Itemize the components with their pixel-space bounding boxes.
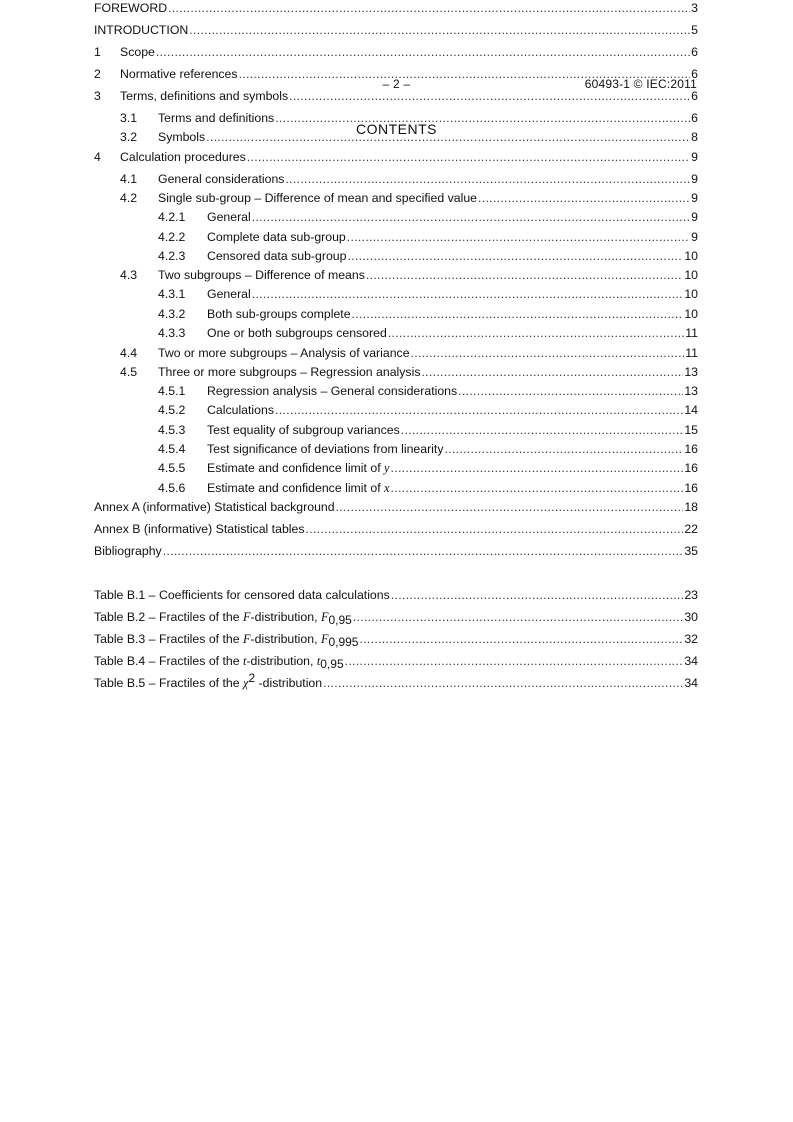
toc-entry-page: 16 bbox=[684, 461, 698, 475]
dot-leader bbox=[247, 149, 690, 165]
toc-entry-number: 4.3.1 bbox=[158, 287, 186, 301]
dot-leader bbox=[388, 325, 684, 341]
toc-entry[interactable] bbox=[94, 88, 698, 104]
table-list-entry[interactable] bbox=[94, 653, 698, 669]
toc-entry-title-text: Three or more subgroups – Regression analysis bbox=[158, 365, 421, 379]
toc-entry[interactable] bbox=[94, 325, 698, 341]
toc-entry-title bbox=[94, 499, 335, 515]
toc-entry-number: 4.3.2 bbox=[158, 307, 186, 321]
document-reference: 60493-1 © IEC:2011 bbox=[584, 77, 697, 91]
dot-leader bbox=[206, 129, 690, 145]
table-list-page: 30 bbox=[684, 610, 698, 624]
dot-leader bbox=[391, 460, 684, 476]
math-symbol: F bbox=[320, 632, 329, 646]
toc-entry-title bbox=[207, 286, 251, 302]
toc-entry-title bbox=[158, 171, 284, 187]
toc-entry[interactable] bbox=[94, 22, 698, 38]
toc-entry[interactable] bbox=[94, 66, 698, 82]
dot-leader bbox=[458, 383, 683, 399]
dot-leader bbox=[352, 306, 684, 322]
dot-leader bbox=[478, 190, 690, 206]
toc-entry[interactable] bbox=[94, 402, 698, 418]
toc-entry-page: 10 bbox=[684, 249, 698, 263]
toc-entry[interactable] bbox=[94, 441, 698, 457]
toc-entry-title-text: Terms, definitions and symbols bbox=[120, 89, 289, 103]
dot-leader bbox=[359, 631, 683, 647]
toc-entry[interactable] bbox=[94, 110, 698, 126]
dot-leader bbox=[421, 364, 683, 380]
toc-entry-page: 11 bbox=[685, 326, 698, 340]
toc-entry-number: 3.2 bbox=[120, 130, 138, 144]
toc-entry-title bbox=[207, 325, 387, 341]
table-list-title-text: Table B.4 – Fractiles of the bbox=[94, 654, 240, 668]
toc-entry-number: 4.5.6 bbox=[158, 481, 186, 495]
math-variable: F bbox=[243, 610, 251, 624]
toc-entry-page: 16 bbox=[684, 442, 698, 456]
toc-entry-number: 4.2.3 bbox=[158, 249, 186, 263]
dot-leader bbox=[336, 499, 684, 515]
dot-leader bbox=[444, 441, 683, 457]
toc-entry-title bbox=[94, 22, 188, 38]
toc-entry-title bbox=[207, 441, 443, 457]
toc-entry-page: 16 bbox=[684, 481, 698, 495]
dot-leader bbox=[156, 44, 690, 60]
toc-entry-title bbox=[158, 190, 477, 206]
toc-entry-page: 8 bbox=[691, 130, 698, 144]
table-list-title-suffix: -distribution, bbox=[250, 610, 318, 624]
toc-entry[interactable] bbox=[94, 44, 698, 60]
toc-entry-page: 6 bbox=[691, 111, 698, 125]
toc-entry-page: 6 bbox=[691, 67, 698, 81]
table-list-entry[interactable] bbox=[94, 609, 698, 625]
toc-entry[interactable] bbox=[94, 190, 698, 206]
toc-entry[interactable] bbox=[94, 460, 698, 476]
toc-entry-title bbox=[158, 364, 420, 380]
table-list-title-suffix: -distribution, bbox=[246, 654, 314, 668]
dot-leader bbox=[401, 422, 684, 438]
toc-entry-number: 4.5.5 bbox=[158, 461, 186, 475]
toc-entry-title-text: General bbox=[207, 210, 251, 224]
dot-leader bbox=[366, 267, 683, 283]
toc-entry-number: 4.3.3 bbox=[158, 326, 186, 340]
toc-entry-number: 4.4 bbox=[120, 346, 138, 360]
table-list-entry[interactable] bbox=[94, 631, 698, 647]
table-list-title bbox=[94, 671, 323, 691]
dot-leader bbox=[168, 0, 690, 16]
toc-entry-title-text: Calculation procedures bbox=[120, 150, 246, 164]
toc-entry-title bbox=[94, 543, 162, 559]
table-list-title-text: Table B.5 – Fractiles of the bbox=[94, 676, 240, 690]
toc-entry-title bbox=[120, 44, 155, 60]
dot-leader bbox=[347, 248, 683, 264]
toc-entry-title-text: Censored data sub-group bbox=[207, 249, 347, 263]
toc-entry-page: 9 bbox=[691, 191, 698, 205]
toc-entry-title bbox=[120, 66, 238, 82]
toc-entry-number: 3.1 bbox=[120, 111, 138, 125]
table-list-title-suffix: -distribution bbox=[258, 676, 323, 690]
toc-entry-title-text: General considerations bbox=[158, 172, 285, 186]
toc-entry-number: 4.5.2 bbox=[158, 403, 186, 417]
toc-entry[interactable] bbox=[94, 422, 698, 438]
toc-entry-title bbox=[207, 460, 390, 476]
toc-entry-page: 9 bbox=[691, 230, 698, 244]
subscript: 0,995 bbox=[328, 635, 359, 649]
toc-entry-title bbox=[158, 267, 365, 283]
dot-leader bbox=[275, 110, 690, 126]
toc-entry-title bbox=[207, 248, 346, 264]
math-variable: χ bbox=[243, 676, 249, 690]
toc-entry[interactable] bbox=[94, 345, 698, 361]
toc-entry-page: 3 bbox=[691, 1, 698, 15]
table-list-title-text: Table B.2 – Fractiles of the bbox=[94, 610, 240, 624]
toc-entry-title bbox=[158, 110, 274, 126]
toc-entry-page: 15 bbox=[684, 423, 698, 437]
table-list-title bbox=[94, 631, 358, 647]
toc-entry-title-text: Test significance of deviations from linearity bbox=[207, 442, 444, 456]
toc-entry-title bbox=[207, 229, 346, 245]
toc-entry-title-text: Both sub-groups complete bbox=[207, 307, 351, 321]
toc-entry-title-text: One or both subgroups censored bbox=[207, 326, 387, 340]
toc-entry-title bbox=[207, 480, 390, 496]
toc-entry-title bbox=[158, 345, 410, 361]
toc-entry-title-text: Regression analysis – General considerations bbox=[207, 384, 458, 398]
dot-leader bbox=[285, 171, 690, 187]
toc-entry-number: 4 bbox=[94, 150, 101, 164]
toc-entry-title-text: Estimate and confidence limit of bbox=[207, 481, 381, 495]
toc-entry[interactable] bbox=[94, 229, 698, 245]
toc-entry-number: 4.2.2 bbox=[158, 230, 186, 244]
math-symbol: F bbox=[320, 610, 329, 624]
toc-entry-title bbox=[207, 209, 251, 225]
superscript: 2 bbox=[248, 671, 256, 685]
subscript: 0,95 bbox=[328, 613, 352, 627]
toc-entry-title bbox=[158, 129, 205, 145]
toc-entry[interactable] bbox=[94, 129, 698, 145]
toc-entry[interactable] bbox=[94, 171, 698, 187]
dot-leader bbox=[289, 88, 690, 104]
dot-leader bbox=[391, 480, 684, 496]
table-list-title bbox=[94, 609, 352, 625]
dot-leader bbox=[391, 587, 684, 603]
toc-entry-title-text: General bbox=[207, 287, 251, 301]
toc-entry[interactable] bbox=[94, 383, 698, 399]
table-list-title bbox=[94, 653, 344, 669]
dot-leader bbox=[306, 521, 684, 537]
toc-entry-number: 4.5.1 bbox=[158, 384, 186, 398]
table-list-entry[interactable] bbox=[94, 587, 698, 603]
dot-leader bbox=[189, 22, 690, 38]
toc-entry-number: 4.5.4 bbox=[158, 442, 186, 456]
toc-entry-title-text: Scope bbox=[120, 45, 155, 59]
dot-leader bbox=[252, 286, 684, 302]
math-variable: x bbox=[384, 481, 390, 495]
toc-entry-title-text: Two or more subgroups – Analysis of variance bbox=[158, 346, 410, 360]
toc-entry-number: 2 bbox=[94, 67, 101, 81]
toc-entry-title-text: Single sub-group – Difference of mean and specified value bbox=[158, 191, 478, 205]
toc-entry-title bbox=[207, 383, 457, 399]
dot-leader bbox=[347, 229, 690, 245]
toc-entry-title-text: Normative references bbox=[120, 67, 238, 81]
toc-entry[interactable] bbox=[94, 499, 698, 515]
toc-entry[interactable] bbox=[94, 521, 698, 537]
dot-leader bbox=[323, 675, 683, 691]
toc-entry[interactable] bbox=[94, 364, 698, 380]
toc-entry-title bbox=[207, 402, 274, 418]
dot-leader bbox=[353, 609, 684, 625]
toc-entry[interactable] bbox=[94, 209, 698, 225]
toc-entry[interactable] bbox=[94, 248, 698, 264]
toc-entry[interactable] bbox=[94, 286, 698, 302]
toc-entry-number: 4.1 bbox=[120, 172, 138, 186]
toc-entry-number: 4.2.1 bbox=[158, 210, 186, 224]
table-list-page: 34 bbox=[684, 654, 698, 668]
toc-entry-page: 6 bbox=[691, 45, 698, 59]
toc-entry-title bbox=[94, 521, 305, 537]
toc-entry-title bbox=[94, 0, 167, 16]
toc-entry-page: 10 bbox=[684, 268, 698, 282]
toc-entry-page: 14 bbox=[684, 403, 698, 417]
math-variable: t bbox=[243, 654, 247, 668]
toc-entry[interactable] bbox=[94, 0, 698, 16]
toc-entry-title bbox=[120, 149, 246, 165]
table-list-title-suffix: -distribution, bbox=[250, 632, 318, 646]
subscript: 0,95 bbox=[320, 657, 344, 671]
toc-entry-page: 10 bbox=[684, 307, 698, 321]
toc-entry[interactable] bbox=[94, 480, 698, 496]
toc-entry-number: 3 bbox=[94, 89, 101, 103]
toc-entry-page: 35 bbox=[684, 544, 698, 558]
toc-entry[interactable] bbox=[94, 306, 698, 322]
toc-entry-page: 13 bbox=[684, 365, 698, 379]
math-variable: y bbox=[384, 461, 390, 475]
dot-leader bbox=[163, 543, 684, 559]
toc-entry-number: 4.5 bbox=[120, 365, 138, 379]
table-list-title-text: Table B.3 – Fractiles of the bbox=[94, 632, 240, 646]
toc-entry-number: 4.2 bbox=[120, 191, 138, 205]
toc-entry-title-text: FOREWORD bbox=[94, 1, 168, 15]
toc-entry-number: 1 bbox=[94, 45, 101, 59]
toc-entry-title-text: INTRODUCTION bbox=[94, 23, 189, 37]
toc-entry-page: 9 bbox=[691, 150, 698, 164]
toc-entry[interactable] bbox=[94, 267, 698, 283]
toc-entry-page: 13 bbox=[684, 384, 698, 398]
toc-entry-page: 9 bbox=[691, 172, 698, 186]
toc-entry-title-text: Two subgroups – Difference of means bbox=[158, 268, 365, 282]
dot-leader bbox=[252, 209, 690, 225]
toc-entry-title bbox=[207, 306, 351, 322]
toc-entry-page: 18 bbox=[684, 500, 698, 514]
toc-entry-title-text: Estimate and confidence limit of bbox=[207, 461, 381, 475]
dot-leader bbox=[411, 345, 685, 361]
toc-entry-page: 9 bbox=[691, 210, 698, 224]
toc-entry[interactable] bbox=[94, 543, 698, 559]
table-list-page: 34 bbox=[684, 676, 698, 690]
dot-leader bbox=[275, 402, 683, 418]
toc-entry-page: 5 bbox=[691, 23, 698, 37]
table-list-entry[interactable] bbox=[94, 671, 698, 691]
toc-entry-title-text: Test equality of subgroup variances bbox=[207, 423, 400, 437]
toc-entry-number: 4.5.3 bbox=[158, 423, 186, 437]
toc-entry-title-text: Bibliography bbox=[94, 544, 162, 558]
table-list-page: 23 bbox=[684, 588, 698, 602]
table-list-title bbox=[94, 587, 390, 603]
page-number: – 2 – bbox=[382, 77, 411, 91]
toc-entry[interactable] bbox=[94, 149, 698, 165]
toc-entry-page: 22 bbox=[684, 522, 698, 536]
toc-entry-page: 10 bbox=[684, 287, 698, 301]
table-list-title-text: Table B.1 – Coefficients for censored data calculations bbox=[94, 588, 390, 602]
toc-entry-title-text: Complete data sub-group bbox=[207, 230, 346, 244]
toc-entry-number: 4.3 bbox=[120, 268, 138, 282]
table-list-page: 32 bbox=[684, 632, 698, 646]
toc-entry-title-text: Symbols bbox=[158, 130, 206, 144]
toc-entry-title bbox=[120, 88, 288, 104]
math-variable: F bbox=[243, 632, 251, 646]
dot-leader bbox=[239, 66, 691, 82]
toc-entry-title-text: Terms and definitions bbox=[158, 111, 275, 125]
page-title: CONTENTS bbox=[356, 121, 437, 137]
math-symbol: t bbox=[316, 654, 321, 668]
toc-entry-title-text: Annex B (informative) Statistical tables bbox=[94, 522, 305, 536]
toc-entry-title-text: Annex A (informative) Statistical background bbox=[94, 500, 335, 514]
toc-entry-title-text: Calculations bbox=[207, 403, 274, 417]
toc-entry-page: 6 bbox=[691, 89, 698, 103]
toc-entry-title bbox=[207, 422, 400, 438]
dot-leader bbox=[345, 653, 684, 669]
toc-entry-page: 11 bbox=[685, 346, 698, 360]
